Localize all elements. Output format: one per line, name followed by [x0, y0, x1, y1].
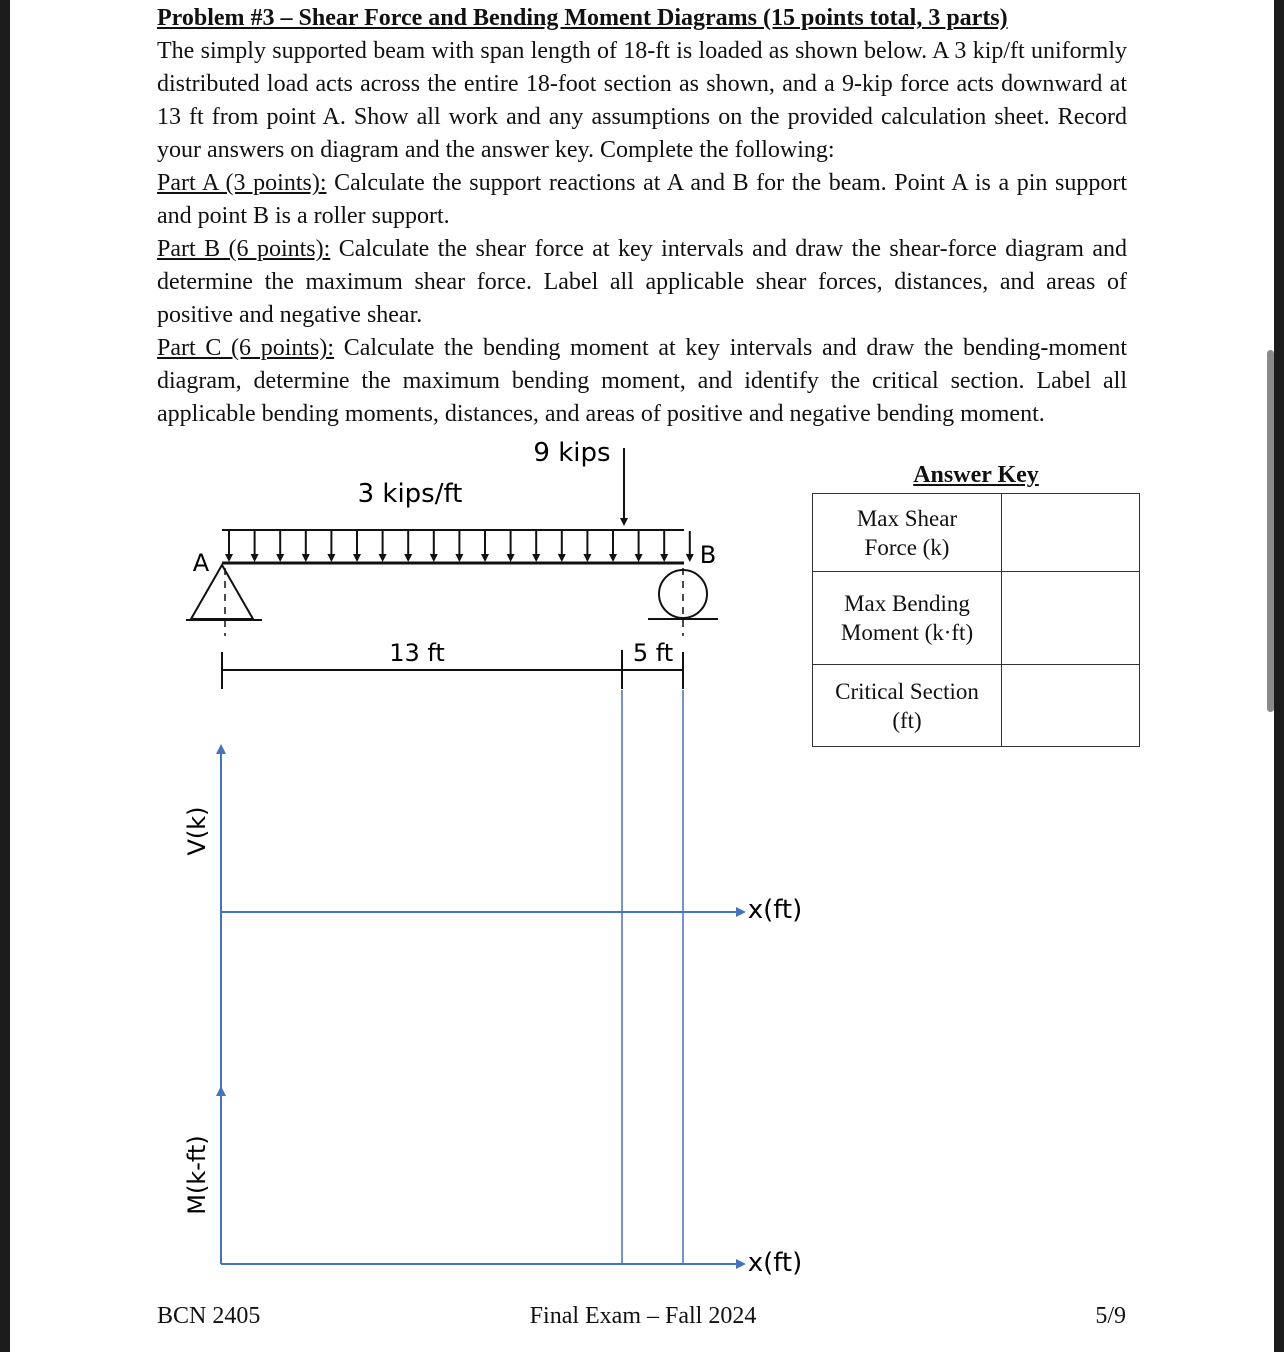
- moment-x-axis-label: x(ft): [747, 1248, 803, 1278]
- shear-x-axis-label: x(ft): [747, 895, 803, 925]
- moment-axis-label: M(k-ft): [183, 1135, 211, 1215]
- support-a-label: A: [192, 549, 210, 577]
- critical-section-label: [813, 665, 1002, 747]
- distributed-load-arrows: [229, 531, 690, 560]
- max-moment-label: [813, 572, 1002, 665]
- critical-section-label-line1: Critical Section: [835, 678, 979, 704]
- max-shear-label-line2: Force (k): [864, 534, 950, 560]
- max-shear-answer-cell[interactable]: [1002, 494, 1140, 572]
- max-shear-label: [813, 494, 1002, 572]
- part-c-label: Part C (6 points):: [157, 335, 335, 361]
- distributed-load-label: 3 kips/ft: [357, 479, 463, 509]
- part-c-text: Calculate the bending moment at key intervals and draw the bending-moment diagram, determine the maximum bending moment, and identify the critical section. Label all applicable bending moments, distances, and areas of positive and negative bending moment.: [157, 335, 1127, 427]
- answer-key-table: [812, 493, 1140, 747]
- part-a-label: Part A (3 points):: [157, 170, 327, 196]
- part-b-label: Part B (6 points):: [157, 236, 331, 262]
- footer-course: BCN 2405: [157, 1303, 261, 1329]
- problem-title: Problem #3 – Shear Force and Bending Moment Diagrams (15 points total, 3 parts): [157, 5, 1008, 31]
- answer-key-title: Answer Key: [913, 462, 1039, 488]
- footer-page-number: 5/9: [1095, 1303, 1126, 1329]
- part-b-text: Calculate the shear force at key intervals and draw the shear-force diagram and determine the maximum shear force. Label all applicable shear forces, distances, and areas of positive and negative shear.: [157, 236, 1127, 328]
- dimension-left-label: 13 ft: [389, 639, 445, 667]
- answer-row-max-moment: [813, 572, 1140, 665]
- max-moment-label-line1: Max Bending: [844, 591, 970, 616]
- support-b-label: B: [699, 541, 717, 569]
- part-a-text: Calculate the support reactions at A and B for the beam. Point A is a pin support and point B is a roller support.: [157, 170, 1128, 229]
- point-load-label: 9 kips: [533, 438, 611, 468]
- max-moment-answer-cell[interactable]: [1002, 572, 1140, 665]
- problem-intro: The simply supported beam with span length of 18-ft is loaded as shown below. A 3 kip/ft uniformly distributed load acts across the entire 18-foot section as shown, and a 9-kip force acts downward at 13 ft from point A. Show all work and any assumptions on the provided calculation sheet. Record your answers on diagram and the answer key. Complete the following:: [157, 38, 1127, 163]
- max-moment-label-line2: Moment (k·ft): [840, 620, 974, 645]
- shear-axis-label: V(k): [183, 806, 211, 856]
- footer-exam: Final Exam – Fall 2024: [529, 1303, 757, 1329]
- critical-section-answer-cell[interactable]: [1002, 665, 1140, 747]
- dimension-right-label: 5 ft: [632, 639, 674, 667]
- answer-row-max-shear: [813, 494, 1140, 572]
- answer-row-critical-section: [813, 665, 1140, 747]
- max-shear-label-line1: Max Shear: [856, 505, 958, 531]
- critical-section-label-line2: (ft): [892, 707, 922, 733]
